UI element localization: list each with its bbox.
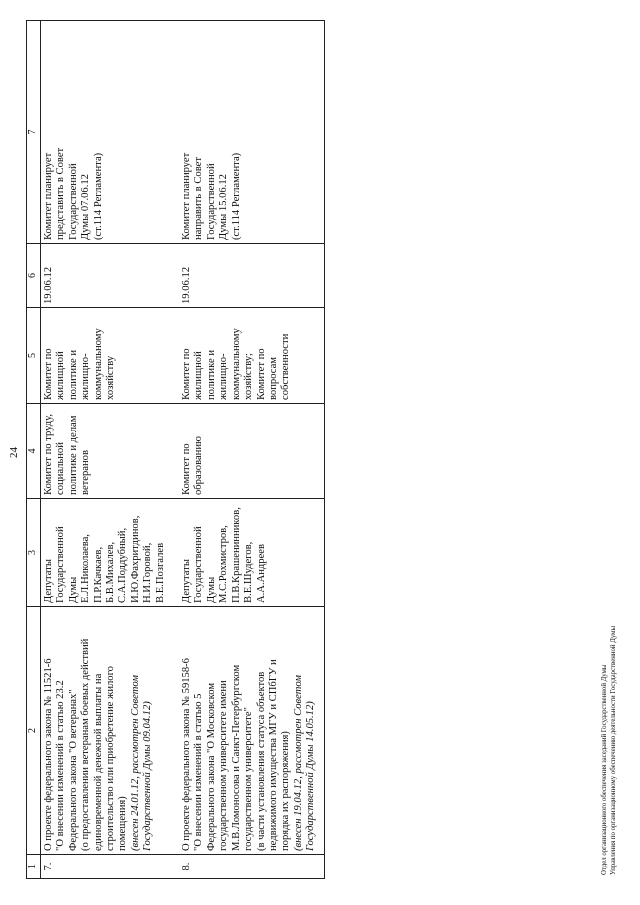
plan-cell-line: (ст.114 Регламента) — [230, 152, 242, 240]
co-executor-cell-line: жилищно- — [218, 353, 230, 400]
project-cell-line: государственном университете имени — [218, 680, 230, 851]
plan-cell-line: Думы 07.06.12 — [80, 174, 92, 240]
responsible-committee-cell-line: Комитет по — [181, 443, 193, 495]
project-cell-line: недвижимого имущества МГУ и СПбГУ и — [267, 659, 279, 851]
plan-cell — [181, 21, 324, 244]
co-executor-cell — [41, 308, 182, 404]
authors-cell-line: Думы — [205, 576, 217, 603]
authors-cell-line: Государственной — [55, 526, 67, 603]
co-executor-cell-line: хозяйству — [105, 355, 117, 400]
project-cell-line: помещения) — [117, 796, 129, 851]
project-cell-line: единовременной денежной выплаты на — [92, 673, 104, 851]
row-number: 7. — [41, 855, 182, 879]
row-number: 8. — [181, 855, 324, 879]
project-cell — [41, 607, 182, 855]
project-note-line: Государственной Думы 14.05.12) — [305, 701, 317, 851]
authors-cell-line: А.А.Андреев — [255, 543, 267, 603]
header-row — [27, 21, 41, 879]
authors-cell-line: В.Е.Шудегов, — [243, 541, 255, 603]
co-executor-cell-line: Комитет по — [181, 348, 193, 400]
date-cell: 19.06.12 — [181, 244, 324, 308]
co-executor-cell-line: жилищной — [193, 351, 205, 400]
project-cell — [181, 607, 324, 855]
project-note-line: (внесен 19.04.12, рассмотрен Советом — [292, 675, 304, 851]
co-executor-cell-line: жилищно- — [80, 353, 92, 400]
plan-cell-line: Комитет планирует — [181, 152, 193, 240]
project-note-line: Государственной Думы 09.04.12) — [142, 701, 154, 851]
project-cell-line: строительство или приобретение жилого — [105, 666, 117, 851]
footer-line: Управления по организационному обеспечению деятельности Государственной Думы — [610, 625, 617, 875]
authors-cell-line: Б.В.Михалев, — [105, 541, 117, 603]
authors-cell-line: Депутаты — [181, 559, 193, 603]
table-row — [181, 21, 324, 879]
project-cell-line: (в части установления статуса объектов — [255, 671, 267, 851]
responsible-committee-cell-line: социальной — [55, 442, 67, 495]
plan-cell-line: Государственной — [205, 163, 217, 240]
authors-cell — [181, 499, 324, 607]
authors-cell-line: И.Ю.Фахритдинов, — [129, 515, 141, 603]
authors-cell-line: С.А.Поддубный, — [117, 527, 129, 603]
authors-cell-line: П.Р.Качкаев, — [92, 546, 104, 603]
co-executor-cell-line: политике и — [205, 350, 217, 400]
co-executor-cell-line: Комитет по — [43, 348, 54, 400]
co-executor-cell — [181, 308, 324, 404]
plan-cell-line: Думы 15.06.12 — [218, 174, 230, 240]
authors-cell — [41, 499, 182, 607]
authors-cell-line: П.В.Крашенинников, — [230, 507, 242, 603]
responsible-committee-cell-line: образованию — [193, 436, 205, 495]
co-executor-cell-line: Комитет по — [255, 348, 267, 400]
co-executor-cell-line: политике и — [67, 350, 79, 400]
co-executor-cell-line: хозяйству; — [243, 353, 255, 400]
plan-cell-line: Государственной — [67, 163, 79, 240]
plan-cell — [41, 21, 182, 244]
table-row — [41, 21, 182, 879]
co-executor-cell-line: вопросам — [267, 357, 279, 400]
plan-cell-line: Комитет планирует — [43, 152, 54, 240]
co-executor-cell-line: жилищной — [55, 351, 67, 400]
project-cell-line: О проекте федерального закона № 59158-6 — [181, 658, 193, 851]
header-cell: 3 — [27, 499, 41, 607]
project-cell-line: "О внесении изменений в статью 23.2 — [55, 680, 67, 851]
header-cell: 2 — [27, 607, 41, 855]
project-cell-line: Федерального закона "О Московском — [205, 682, 217, 851]
plan-cell-line: представить в Совет — [55, 147, 67, 240]
page-number: 24 — [8, 447, 20, 458]
project-cell-line: Федерального закона "О ветеранах" — [67, 689, 79, 851]
header-cell: 1 — [27, 855, 41, 879]
authors-cell-line: М.С.Рохмистров, — [218, 525, 230, 603]
header-cell: 4 — [27, 404, 41, 499]
project-note-line: (внесен 24.01.12, рассмотрен Советом — [129, 675, 141, 851]
plan-cell-line: направить в Совет — [193, 157, 205, 240]
footer — [600, 626, 618, 875]
header-cell: 7 — [27, 21, 41, 244]
authors-cell-line: Депутаты — [43, 559, 54, 603]
agenda-table — [26, 20, 325, 879]
authors-cell-line: Думы — [67, 576, 79, 603]
project-cell-line: государственном университете" — [243, 707, 255, 851]
co-executor-cell-line: коммунальному — [230, 328, 242, 400]
project-cell-line: М.В.Ломоносова и Санкт-Петербургском — [230, 664, 242, 851]
footer-line: Отдел организационного обеспечения заседаний Государственной Думы — [601, 664, 608, 875]
authors-cell-line: Н.И.Горовой, — [142, 542, 154, 603]
responsible-committee-cell-line: политике и делам — [67, 415, 79, 495]
date-cell: 19.06.12 — [41, 244, 182, 308]
responsible-committee-cell — [41, 404, 182, 499]
authors-cell-line: Государственной — [193, 526, 205, 603]
responsible-committee-cell-line: ветеранов — [80, 450, 92, 495]
responsible-committee-cell-line: Комитет по труду, — [43, 413, 54, 495]
co-executor-cell-line: собственности — [280, 333, 292, 400]
project-cell-line: "О внесении изменений в статью 5 — [193, 693, 205, 851]
plan-cell-line: (ст.114 Регламента) — [92, 152, 104, 240]
responsible-committee-cell — [181, 404, 324, 499]
header-cell: 5 — [27, 308, 41, 404]
project-cell-line: (о предоставлении ветеранам боевых действий — [80, 638, 92, 851]
project-cell-line: порядка их распоряжения) — [280, 731, 292, 851]
authors-cell-line: В.Е.Позгалев — [154, 542, 166, 603]
project-cell-line: О проекте федерального закона № 11521-6 — [43, 658, 54, 851]
authors-cell-line: Е.Л.Николаева, — [80, 534, 92, 603]
header-cell: 6 — [27, 244, 41, 308]
co-executor-cell-line: коммунальному — [92, 328, 104, 400]
